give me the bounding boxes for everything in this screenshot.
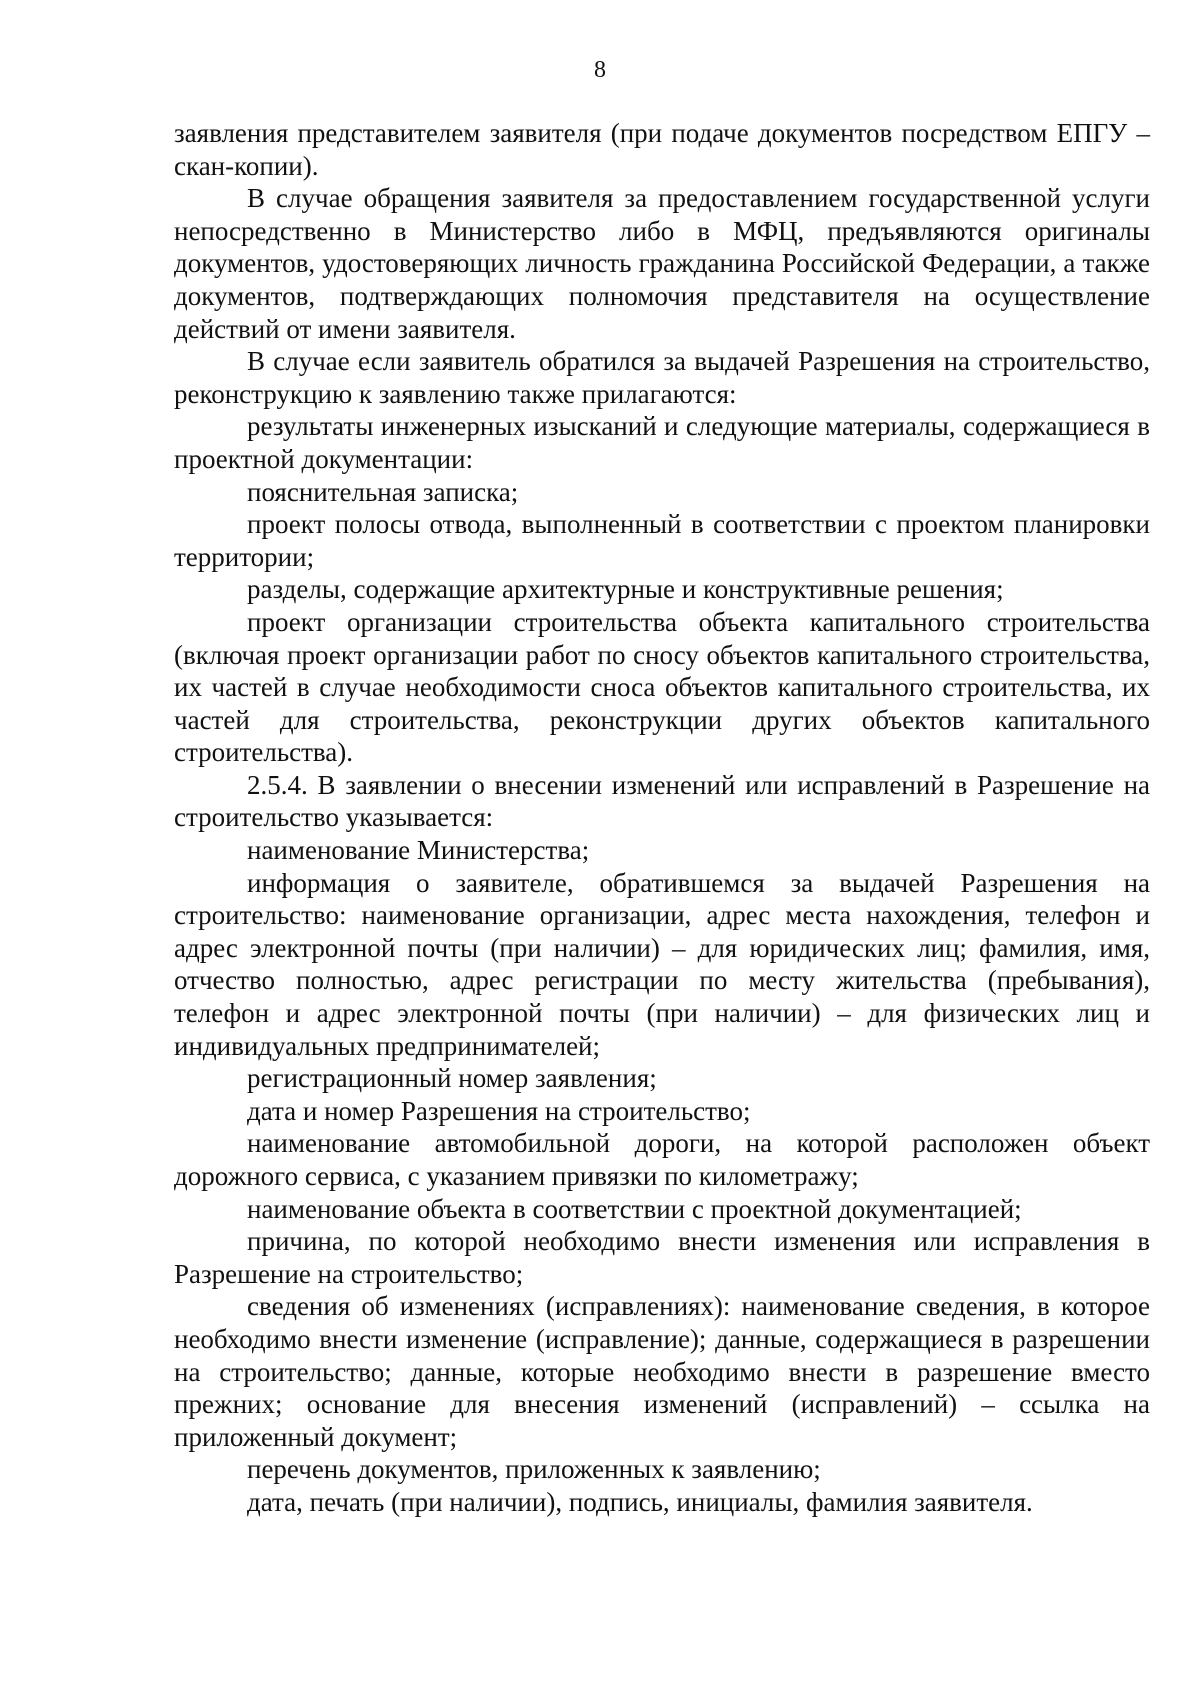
document-paragraph: результаты инженерных изысканий и следующие материалы, содержащиеся в проектной документации: bbox=[174, 411, 1150, 474]
document-paragraph: В случае обращения заявителя за предоставлением государственной услуги непосредственно в Министерство либо в МФЦ, предъявляются оригиналы документов, удостоверяющих личность гражданина Российской Федерации, а также документов, подтверждающих полномочия представителя на осуществление действий от имени заявителя. bbox=[174, 183, 1150, 344]
document-paragraph: регистрационный номер заявления; bbox=[247, 1063, 657, 1094]
document-body bbox=[174, 117, 1150, 1519]
document-paragraph: наименование Министерства; bbox=[247, 835, 590, 866]
document-paragraph: 2.5.4. В заявлении о внесении изменений или исправлений в Разрешение на строительство указывается: bbox=[174, 769, 1150, 833]
document-paragraph: разделы, содержащие архитектурные и конструктивные решения; bbox=[247, 574, 1004, 605]
document-paragraph: перечень документов, приложенных к заявлению; bbox=[247, 1454, 821, 1485]
document-paragraph: пояснительная записка; bbox=[247, 476, 519, 507]
document-paragraph: наименование автомобильной дороги, на которой расположен объект дорожного сервиса, с указанием привязки по километражу; bbox=[174, 1128, 1150, 1191]
document-paragraph: наименование объекта в соответствии с проектной документацией; bbox=[247, 1193, 1022, 1224]
document-paragraph: проект полосы отвода, выполненный в соответствии с проектом планировки территории; bbox=[174, 509, 1150, 572]
document-paragraph: дата и номер Разрешения на строительство; bbox=[247, 1095, 751, 1126]
document-paragraph: заявления представителем заявителя (при подаче документов посредством ЕПГУ – скан-копии). bbox=[174, 118, 1150, 181]
document-paragraph: информация о заявителе, обратившемся за выдачей Разрешения на строительство: наименование организации, адрес места нахождения, телефон и адрес электронной почты (при наличии) – для юридических лиц; фамилия, имя, отчество полностью, адрес регистрации по месту жительства (пребывания), телефон и адрес электронной почты (при наличии) – для физических лиц и индивидуальных предпринимателей; bbox=[174, 867, 1150, 1061]
document-paragraph: сведения об изменениях (исправлениях): наименование сведения, в которое необходимо внести изменение (исправление); данные, содержащиеся в разрешении на строительство; данные, которые необходимо внести в разрешение вместо прежних; основание для внесения изменений (исправлений) – ссылка на приложенный документ; bbox=[174, 1291, 1150, 1452]
document-paragraph: проект организации строительства объекта капитального строительства (включая проект организации работ по сносу объектов капитального строительства, их частей в случае необходимости сноса объектов капитального строительства, их частей для строительства, реконструкции других объектов капитального строительства). bbox=[174, 606, 1150, 768]
page-number: 8 bbox=[594, 57, 606, 83]
document-paragraph: причина, по которой необходимо внести изменения или исправления в Разрешение на строительство; bbox=[174, 1226, 1150, 1289]
document-paragraph: дата, печать (при наличии), подпись, инициалы, фамилия заявителя. bbox=[247, 1486, 1033, 1517]
document-paragraph: В случае если заявитель обратился за выдачей Разрешения на строительство, реконструкцию к заявлению также прилагаются: bbox=[174, 346, 1150, 409]
